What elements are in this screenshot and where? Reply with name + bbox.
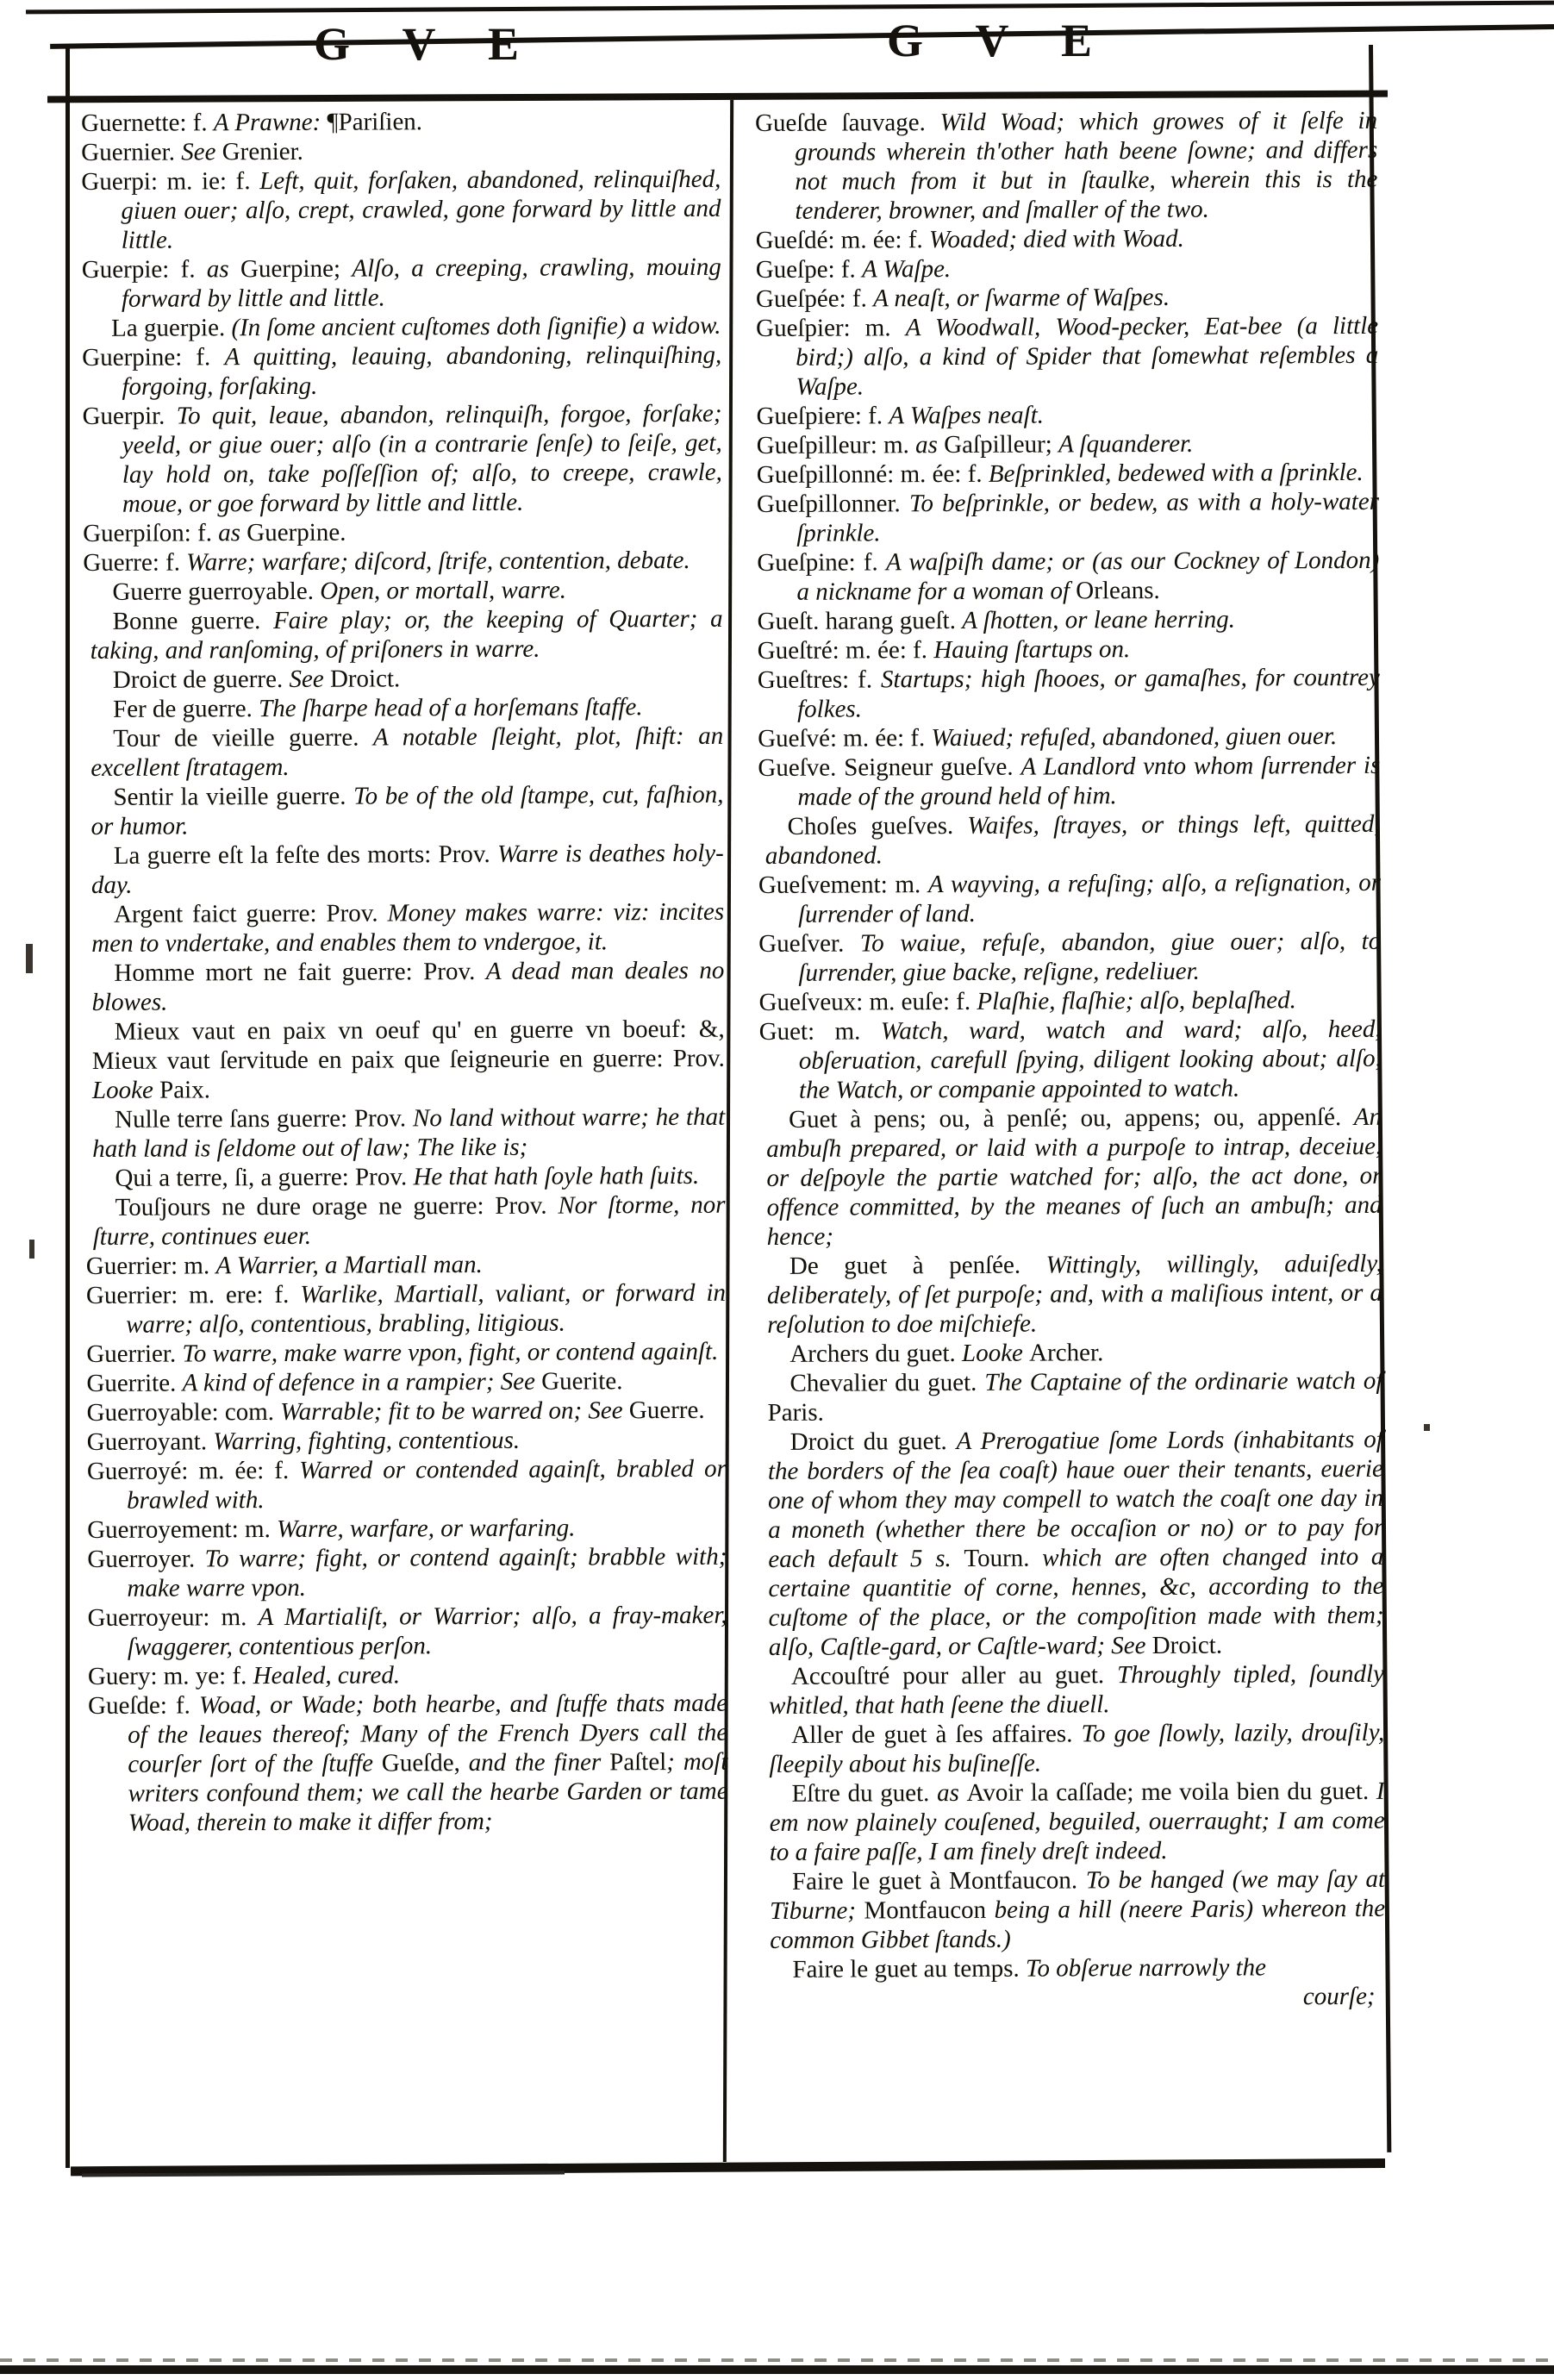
headword-entry xyxy=(756,223,1378,255)
gloss-text: as xyxy=(218,519,247,547)
gloss-text: A quitting, leauing, abandoning, relinquiſhing, forgoing, forſaking. xyxy=(122,340,722,401)
scan-speck xyxy=(29,1240,34,1259)
headword-entry xyxy=(88,1689,728,1838)
headword-entry xyxy=(87,1454,727,1515)
lemma-text: Guerite. xyxy=(541,1367,623,1396)
gloss-text: A Landlord vnto whom ſurrender is made of the ground held of him. xyxy=(797,751,1381,811)
gloss-text: Warrable; fit to be warred on; See xyxy=(280,1396,629,1427)
lemma-text: Mieux vaut en paix vn oeuf qu' en guerre vn boeuf: &, Mieux vaut ſervitude en paix que ſeigneurie en guerre: Prov. xyxy=(91,1015,725,1075)
lemma-text: Guerpiſon: f. xyxy=(83,519,219,547)
lemma-text: Faire le guet à Montfaucon. xyxy=(791,1866,1086,1896)
gloss-text: A ſhotten, or leane herring. xyxy=(962,605,1236,634)
headword-entry xyxy=(81,135,721,167)
headword-entry xyxy=(756,399,1378,431)
gloss-text: To be of the old ſtampe, cut, faſhion, or humor. xyxy=(90,780,724,840)
lemma-text: Gueſpilleur: m. xyxy=(756,431,916,459)
page-edge-speckle xyxy=(0,2358,1554,2362)
gloss-text: Looke xyxy=(91,1076,160,1104)
catchword-line xyxy=(763,1982,1385,2014)
lemma-text: Droict. xyxy=(1151,1631,1223,1660)
lemma-text: Gueſvement: m. xyxy=(758,871,929,899)
gloss-text: Faire play; or, the keeping of Quarter; a taking, and ranſoming, of priſoners in warre. xyxy=(90,604,723,665)
gloss-text: He that hath ſoyle hath ſuits. xyxy=(413,1161,700,1191)
headword-entry xyxy=(758,927,1381,988)
lemma-text: Grenier. xyxy=(222,137,303,166)
gloss-text: (In ſome ancient cuſtomes doth ſignifie) a widow. xyxy=(231,311,721,342)
gloss-text: A waſpiſh dame; or (as our Cockney of London) a nickname for a woman of xyxy=(796,546,1380,606)
headword-entry xyxy=(758,663,1380,724)
gloss-text: The ſharpe head of a horſemans ſtaffe. xyxy=(259,693,643,723)
gloss-text: Alſo, a creeping, crawling, mouing forward by little and little. xyxy=(121,253,721,313)
lemma-text: La guerre eſt la feſte des morts: Prov. xyxy=(113,840,498,870)
lemma-text: Faire le guet au temps. xyxy=(792,1954,1027,1983)
gloss-text: No land without warre; he that hath land is ſeldome out of law; The like is; xyxy=(92,1103,726,1163)
gloss-text: A notable ſleight, plot, ſhift: an excellent ſtratagem. xyxy=(90,721,724,782)
phrase-entry xyxy=(84,604,723,665)
phrase-entry xyxy=(85,1015,725,1105)
phrase-entry xyxy=(85,1161,725,1193)
gloss-text: To waiue, refuſe, abandon, giue ouer; alſo, to ſurrender, giue backe, reſigne, redeliuer. xyxy=(798,927,1382,987)
headword-entry xyxy=(759,1015,1382,1105)
gloss-text: Wild Woad; which growes of it ſelfe in grounds wherein th'other hath beene ſowne; and differs not much from it but in ſtaulke, wherein this is the tenderer, browner, and ſmaller of the two. xyxy=(795,106,1378,225)
headword-entry xyxy=(87,1425,727,1457)
headword-entry xyxy=(757,458,1379,490)
gloss-text: which are often changed into a certaine quantitie of corne, hennes, &c, according to the cuſtome of the place, or the compoſition made with them; alſo, Caſtle-gard, or Caſtle-ward; See xyxy=(768,1542,1384,1661)
headword-entry xyxy=(86,1366,726,1398)
headword-entry xyxy=(757,487,1379,548)
gloss-text: Startups; high ſhooes, or gamaſhes, for countrey folkes. xyxy=(796,663,1380,723)
gloss-text: The Captaine of the ordinarie watch of xyxy=(984,1366,1383,1396)
lemma-text: Argent faict guerre: Prov. xyxy=(114,899,388,928)
lemma-text: Aller de guet à ſes affaires. xyxy=(791,1720,1082,1749)
gloss-text: Waifes, ſtrayes, or things left, quitted, abandoned. xyxy=(765,809,1381,870)
lemma-text: Gueſpiere: f. xyxy=(756,402,889,430)
lemma-text: Archers du guet. xyxy=(789,1339,963,1368)
headword-entry xyxy=(86,1337,726,1369)
scan-speck xyxy=(26,944,33,973)
phrase-entry xyxy=(82,311,721,343)
lemma-text: Archer. xyxy=(1029,1339,1104,1367)
headword-entry xyxy=(756,253,1378,284)
gloss-text: I em now plainely couſened, beguiled, ouerraught; I am come to a faire paſſe, I am finely dreſt indeed. xyxy=(769,1777,1385,1866)
lemma-text: Guerpi: m. ie: f. xyxy=(81,167,260,196)
lemma-text: Gueſdé: m. ée: f. xyxy=(755,226,930,254)
lemma-text: Montfaucon xyxy=(864,1896,995,1925)
gloss-text: Left, quit, forſaken, abandoned, relinquiſhed, giuen ouer; alſo, crept, crawled, gone forward by little and little. xyxy=(121,165,721,254)
phrase-entry xyxy=(763,1952,1385,1984)
gloss-text: Warring, fighting, contentious. xyxy=(213,1426,521,1456)
lemma-text: Guerrite. xyxy=(86,1369,183,1397)
lemma-text: Guerpine; xyxy=(240,254,353,284)
gloss-text: Warre is deathes holy-day. xyxy=(90,839,724,899)
lemma-text: Paix. xyxy=(159,1076,210,1104)
gloss-text: as xyxy=(915,431,945,459)
phrase-entry xyxy=(762,1718,1384,1779)
gloss-text: Watch, ward, watch and ward; alſo, heed, obſeruation, carefull ſpying, diligent looking about; alſo, the Watch, or companie appointed to watch. xyxy=(798,1015,1382,1104)
gloss-text: See xyxy=(181,138,222,166)
lemma-text: Gueſtres: f. xyxy=(757,665,882,694)
page-edge-band xyxy=(0,2365,1554,2374)
lemma-text: Guerroyant. xyxy=(86,1427,214,1456)
headword-entry xyxy=(756,282,1378,314)
lemma-text: Guery: m. ye: f. xyxy=(87,1662,253,1690)
gloss-text: To obſerue narrowly the xyxy=(1025,1953,1267,1983)
headword-entry xyxy=(83,546,722,578)
gloss-text: Plaſhie, flaſhie; alſo, beplaſhed. xyxy=(977,986,1296,1015)
phrase-entry xyxy=(84,780,723,841)
gloss-text: Nor ſtorme, nor ſturre, continues euer. xyxy=(92,1190,726,1251)
lemma-text: Gueſve. Seigneur gueſve. xyxy=(758,753,1021,782)
lemma-text: Choſes gueſves. xyxy=(787,811,968,840)
left-border xyxy=(66,47,70,2168)
lemma-text: Touſjours ne dure orage ne guerre: Prov. xyxy=(115,1191,559,1221)
gloss-text: A Prawne: xyxy=(213,108,328,137)
lemma-text: Tourn. xyxy=(964,1544,1043,1572)
lemma-text: Guerroyé: m. ée: f. xyxy=(86,1456,300,1485)
headword-entry xyxy=(758,751,1380,812)
lemma-text: Chevalier du guet. xyxy=(789,1368,985,1397)
headword-entry xyxy=(83,516,722,548)
gloss-text: Warre, warfare, or warfaring. xyxy=(276,1514,576,1544)
headword-entry xyxy=(87,1513,727,1545)
lemma-text: Gueſver. xyxy=(758,929,860,958)
gloss-text: To warre, make warre vpon, fight, or contend againſt. xyxy=(182,1337,719,1368)
gloss-text: A dead man deales no blowes. xyxy=(91,956,725,1016)
top-rule-outer xyxy=(26,1,1554,15)
headword-entry xyxy=(86,1278,726,1340)
gloss-text: Hauing ſtartups on. xyxy=(933,635,1131,665)
lemma-text: Gueſvé: m. ée: f. xyxy=(758,724,932,753)
column-right xyxy=(755,106,1386,2014)
lemma-text: Droict du guet. xyxy=(789,1427,957,1456)
lemma-text: Tour de vieille guerre. xyxy=(113,723,374,753)
gloss-text: A ſquanderer. xyxy=(1058,429,1194,459)
lemma-text: Guerroyement: m. xyxy=(87,1515,278,1544)
gloss-text: Woaded; died with Woad. xyxy=(928,224,1184,254)
gloss-text: Healed, cured. xyxy=(253,1661,401,1690)
gloss-text: To warre; fight, or contend againſt; brabble with; make warre vpon. xyxy=(127,1542,727,1602)
lemma-text: De guet à penſée. xyxy=(789,1251,1046,1280)
lemma-text: Gueſde ſauvage. xyxy=(755,109,940,137)
gloss-text: as xyxy=(936,1778,967,1808)
phrase-entry xyxy=(760,1249,1382,1340)
lemma-text: Gueſde, xyxy=(381,1749,469,1777)
headword-entry xyxy=(758,721,1380,753)
gloss-text: To quit, leaue, abandon, relinquiſh, forgoe, forſake; yeeld, or giue ouer; alſo (in a contrarie ſenſe) to ſeiſe, get, lay hold on, take poſſeſſion of; alſo, to creepe, crawle, moue, or goe forward by little and little. xyxy=(122,399,722,518)
running-head-right: G V E xyxy=(886,15,1105,66)
header-rule xyxy=(47,91,1388,103)
lemma-text: Gaſpilleur; xyxy=(944,430,1059,459)
gloss-text: Beſprinkled, bedewed with a ſprinkle. xyxy=(988,458,1364,488)
gloss-text: Money makes warre: viz: incites men to vndertake, and enables them to vndergoe, it. xyxy=(91,897,725,958)
gloss-text: Warlike, Martiall, valiant, or forward in warre; alſo, contentious, brabling, litigious. xyxy=(126,1278,727,1339)
lemma-text: Qui a terre, ſi, a guerre: Prov. xyxy=(115,1163,414,1192)
headword-entry xyxy=(87,1396,727,1427)
lemma-text: Gueſveux: m. euſe: f. xyxy=(758,987,977,1016)
gloss-text: An ambuſh prepared, or laid with a purpoſe to intrap, deceiue, or deſpoyle the partie watched for; alſo, the act done, or offence committed, by the meanes of ſuch an ambuſh; and hence; xyxy=(766,1103,1382,1251)
lemma-text: La guerpie. xyxy=(111,314,232,342)
lemma-text: Paris. xyxy=(767,1398,824,1427)
lemma-text: Guerrier: m. xyxy=(85,1252,216,1280)
headword-entry xyxy=(82,253,721,314)
lemma-text: Gueſde: f. xyxy=(88,1691,199,1720)
phrase-entry xyxy=(761,1425,1384,1662)
gloss-text: being a hill (neere Paris) whereon the common Gibbet ſtands.) xyxy=(770,1894,1386,1954)
gloss-text: A wayving, a refuſing; alſo, a reſignation, or ſurrender of land. xyxy=(798,868,1382,928)
phrase-entry xyxy=(84,721,723,783)
gloss-text: A Martialiſt, or Warrior; alſo, a fray-maker, ſwaggerer, contentious perſon. xyxy=(127,1601,727,1661)
lemma-text: Droict. xyxy=(329,665,401,693)
headword-entry xyxy=(88,1659,727,1691)
gloss-text: Woad, or Wade; both hearbe, and ſtuffe thats made of the leaues thereof; Many of the French Dyers call the courſer ſort of the ſtuffe xyxy=(128,1689,728,1778)
lemma-text: Paſtel xyxy=(609,1748,667,1777)
lemma-text: Guerre guerroyable. xyxy=(112,577,321,606)
headword-entry xyxy=(758,604,1380,636)
headword-entry xyxy=(82,340,721,402)
gloss-text: ; moſt writers confound them; we call the hearbe Garden or tame Woad, therein to make it differ from; xyxy=(128,1747,728,1837)
gloss-text: A Prerogatiue ſome Lords (inhabitants of the borders of the ſea coaſt) haue ouer their tenants, euerie one of whom they may compell to watch the coaſt one day in a moneth (whether there be occaſion or no) or to pay for each default 5 s. xyxy=(767,1425,1384,1573)
phrase-entry xyxy=(762,1659,1384,1721)
lemma-text: Guerre. xyxy=(628,1396,705,1425)
lemma-text: Guerpine. xyxy=(247,518,346,547)
lemma-text: Guerroyable: com. xyxy=(86,1398,281,1427)
lemma-text: Gueſpée: f. xyxy=(755,284,874,313)
lemma-text: Gueſpillonné: m. ée: f. xyxy=(756,459,989,489)
gloss-text: Warre; warfare; diſcord, ſtrife, contention, debate. xyxy=(186,546,690,577)
phrase-entry xyxy=(758,809,1381,871)
gloss-text: Warred or contended againſt, brabled or brawled with. xyxy=(126,1454,727,1515)
lemma-text: Guernette: f. xyxy=(81,109,214,137)
headword-entry xyxy=(758,985,1381,1017)
lemma-text: Guerpine: f. xyxy=(82,343,225,372)
gloss-text: A Waſpe. xyxy=(861,255,952,284)
gloss-text: To beſprinkle, or bedew, as with a holy-water ſprinkle. xyxy=(796,487,1380,547)
lemma-text: Gueſtré: m. ée: f. xyxy=(757,636,934,665)
lemma-text: Eſtre du guet. xyxy=(791,1779,938,1808)
gloss-text: as xyxy=(206,255,241,284)
headword-entry xyxy=(755,106,1378,226)
headword-entry xyxy=(757,428,1379,460)
running-head-left: G V E xyxy=(313,18,532,70)
headword-entry xyxy=(81,165,721,255)
lemma-text: Guerpir. xyxy=(82,402,177,430)
gloss-text: A kind of defence in a rampier; See xyxy=(182,1367,542,1397)
lemma-text: Avoir la caſſade; me voila bien du guet. xyxy=(966,1777,1376,1807)
lemma-text: Guet: m. xyxy=(758,1017,881,1046)
lemma-text: Droict de guerre. xyxy=(112,665,290,694)
gloss-text: See xyxy=(289,665,330,693)
lemma-text: Orleans. xyxy=(1076,576,1160,605)
gloss-text: A Woodwall, Wood-pecker, Eat-bee (a little bird;) alſo, a kind of Spider that ſomewhat reſembles a Waſpe. xyxy=(796,311,1379,401)
lemma-text: ¶Pariſien. xyxy=(327,108,423,136)
phrase-entry xyxy=(83,575,722,607)
gloss-text: To be hanged (we may ſay at Tiburne; xyxy=(770,1865,1386,1925)
scan-speck xyxy=(1424,1424,1430,1431)
phrase-entry xyxy=(84,897,724,959)
lemma-text: Accouſtré pour aller au guet. xyxy=(790,1661,1118,1690)
phrase-entry xyxy=(760,1366,1382,1427)
lemma-text: Homme mort ne fait guerre: Prov. xyxy=(114,957,486,987)
lemma-text: Nulle terre ſans guerre: Prov. xyxy=(115,1104,414,1134)
lemma-text: Bonne guerre. xyxy=(112,607,274,635)
lemma-text: Guet à pens; ou, à penſé; ou, appens; ou, appenſé. xyxy=(789,1103,1354,1134)
gloss-text: To goe ſlowly, lazily, drouſily, ſleepily about his buſineſſe. xyxy=(769,1718,1385,1778)
lemma-text: Guerre: f. xyxy=(83,548,187,577)
phrase-entry xyxy=(84,663,723,695)
lemma-text: Gueſpe: f. xyxy=(755,255,863,284)
headword-entry xyxy=(756,311,1378,402)
gloss-text: courſe; xyxy=(1302,1982,1376,2011)
gloss-text: Wittingly, willingly, aduiſedly, deliberately, of ſet purpoſe; and, with a maliſious intent, or a reſolution to doe miſchiefe. xyxy=(766,1249,1383,1339)
lemma-text: Gueſpine: f. xyxy=(757,548,887,577)
gloss-text: Open, or mortall, warre. xyxy=(320,576,566,605)
phrase-entry xyxy=(763,1865,1385,1955)
lemma-text: Guerpie: f. xyxy=(81,255,207,284)
headword-entry xyxy=(86,1249,726,1281)
phrase-entry xyxy=(84,839,724,900)
lemma-text: Guerroyer. xyxy=(87,1545,205,1573)
lemma-text: Gueſpillonner. xyxy=(756,490,910,518)
gloss-text: Looke xyxy=(961,1339,1030,1367)
lemma-text: Guernier. xyxy=(81,138,182,166)
headword-entry xyxy=(81,106,721,138)
phrase-entry xyxy=(762,1777,1384,1867)
lemma-text: Guerrier: m. ere: f. xyxy=(85,1280,301,1309)
gloss-text: Throughly tipled, ſoundly whitled, that hath ſeene the diuell. xyxy=(769,1659,1384,1720)
phrase-entry xyxy=(85,1103,725,1164)
headword-entry xyxy=(87,1542,727,1603)
headword-entry xyxy=(88,1601,727,1662)
gloss-text: Waiued; refuſed, abandoned, giuen ouer. xyxy=(931,722,1338,753)
phrase-entry xyxy=(85,1190,725,1252)
lemma-text: Guerrier. xyxy=(86,1340,183,1368)
headword-entry xyxy=(757,546,1379,607)
gloss-text: and the finer xyxy=(468,1748,610,1777)
gloss-text: A Warrier, a Martiall man. xyxy=(215,1250,483,1280)
phrase-entry xyxy=(760,1337,1382,1369)
lemma-text: Fer de guerre. xyxy=(112,695,259,723)
headword-entry xyxy=(82,399,722,519)
phrase-entry xyxy=(84,692,723,724)
lemma-text: Guerroyeur: m. xyxy=(87,1603,259,1632)
phrase-entry xyxy=(84,956,724,1017)
headword-entry xyxy=(758,868,1381,929)
gloss-text: A Waſpes neaſt. xyxy=(889,401,1045,430)
lemma-text: Sentir la vieille guerre. xyxy=(113,782,354,811)
headword-entry xyxy=(758,634,1380,665)
lemma-text: Gueſpier: m. xyxy=(756,314,906,342)
column-left xyxy=(81,106,728,1838)
lemma-text: Gueſt. harang gueſt. xyxy=(757,606,963,635)
gloss-text: A neaſt, or ſwarme of Waſpes. xyxy=(872,283,1170,313)
phrase-entry xyxy=(759,1103,1382,1252)
